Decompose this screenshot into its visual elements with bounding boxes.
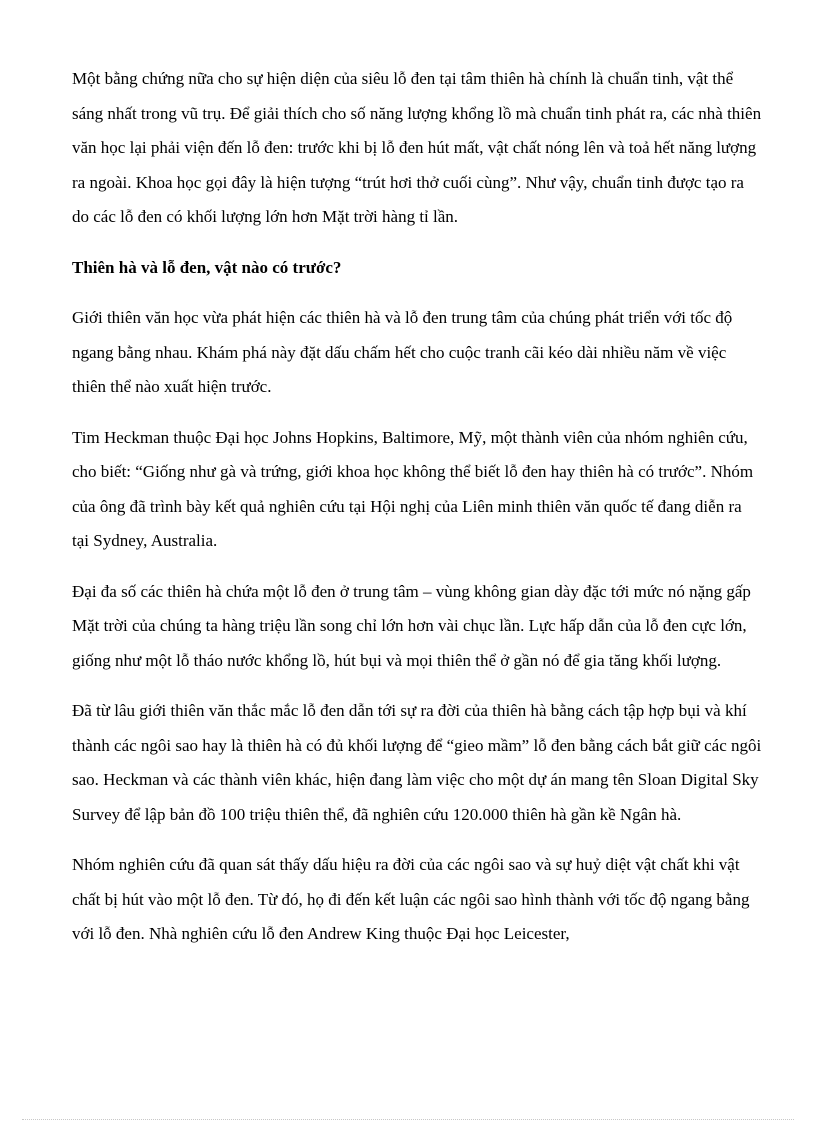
- intro-paragraph: Một bằng chứng nữa cho sự hiện diện của siêu lỗ đen tại tâm thiên hà chính là chuẩn tinh, vật thể sáng nhất trong vũ trụ. Để giải thích cho số năng lượng khổng lồ mà chuẩn tinh phát ra, các nhà thiên văn học lại phải viện đến lỗ đen: trước khi bị lỗ đen hút mất, vật chất nóng lên và toả hết năng lượng ra ngoài. Khoa học gọi đây là hiện tượng “trút hơi thở cuối cùng”. Như vậy, chuẩn tinh được tạo ra do các lỗ đen có khối lượng lớn hơn Mặt trời hàng tỉ lần.: [72, 69, 762, 226]
- section-heading: Thiên hà và lỗ đen, vật nào có trước?: [72, 257, 342, 277]
- body-paragraph-3: Đại đa số các thiên hà chứa một lỗ đen ở trung tâm – vùng không gian dày đặc tới mức nó nặng gấp Mặt trời của chúng ta hàng triệu lần song chỉ lớn hơn vài chục lần. Lực hấp dẫn của lỗ đen cực lớn, giống như một lỗ tháo nước khổng lồ, hút bụi và mọi thiên thể ở gần nó để gia tăng khối lượng.: [72, 581, 751, 670]
- body-paragraph-1: Giới thiên văn học vừa phát hiện các thiên hà và lỗ đen trung tâm của chúng phát triển với tốc độ ngang bằng nhau. Khám phá này đặt dấu chấm hết cho cuộc tranh cãi kéo dài nhiều năm về việc thiên thể nào xuất hiện trước.: [72, 308, 733, 396]
- body-paragraph-5: Nhóm nghiên cứu đã quan sát thấy dấu hiệu ra đời của các ngôi sao và sự huỷ diệt vật chất khi vật chất bị hút vào một lỗ đen. Từ đó, họ đi đến kết luận các ngôi sao hình thành với tốc độ ngang bằng với lỗ đen. Nhà nghiên cứu lỗ đen Andrew King thuộc Đại học Leicester,: [72, 855, 750, 943]
- body-paragraph-2: Tim Heckman thuộc Đại học Johns Hopkins, Baltimore, Mỹ, một thành viên của nhóm nghiên cứu, cho biết: “Giống như gà và trứng, giới khoa học không thể biết lỗ đen hay thiên hà có trước”. Nhóm của ông đã trình bày kết quả nghiên cứu tại Hội nghị của Liên minh thiên văn quốc tế đang diễn ra tại Sydney, Australia.: [72, 427, 754, 550]
- article-body: [72, 62, 762, 968]
- body-paragraph-4: Đã từ lâu giới thiên văn thắc mắc lỗ đen dẫn tới sự ra đời của thiên hà bằng cách tập hợp bụi và khí thành các ngôi sao hay là thiên hà có đủ khối lượng để “gieo mầm” lỗ đen bằng cách bắt giữ các ngôi sao. Heckman và các thành viên khác, hiện đang làm việc cho một dự án mang tên Sloan Digital Sky Survey để lập bản đồ 100 triệu thiên thể, đã nghiên cứu 120.000 thiên hà gần kề Ngân hà.: [72, 701, 762, 824]
- page-bottom-divider: [22, 1119, 794, 1120]
